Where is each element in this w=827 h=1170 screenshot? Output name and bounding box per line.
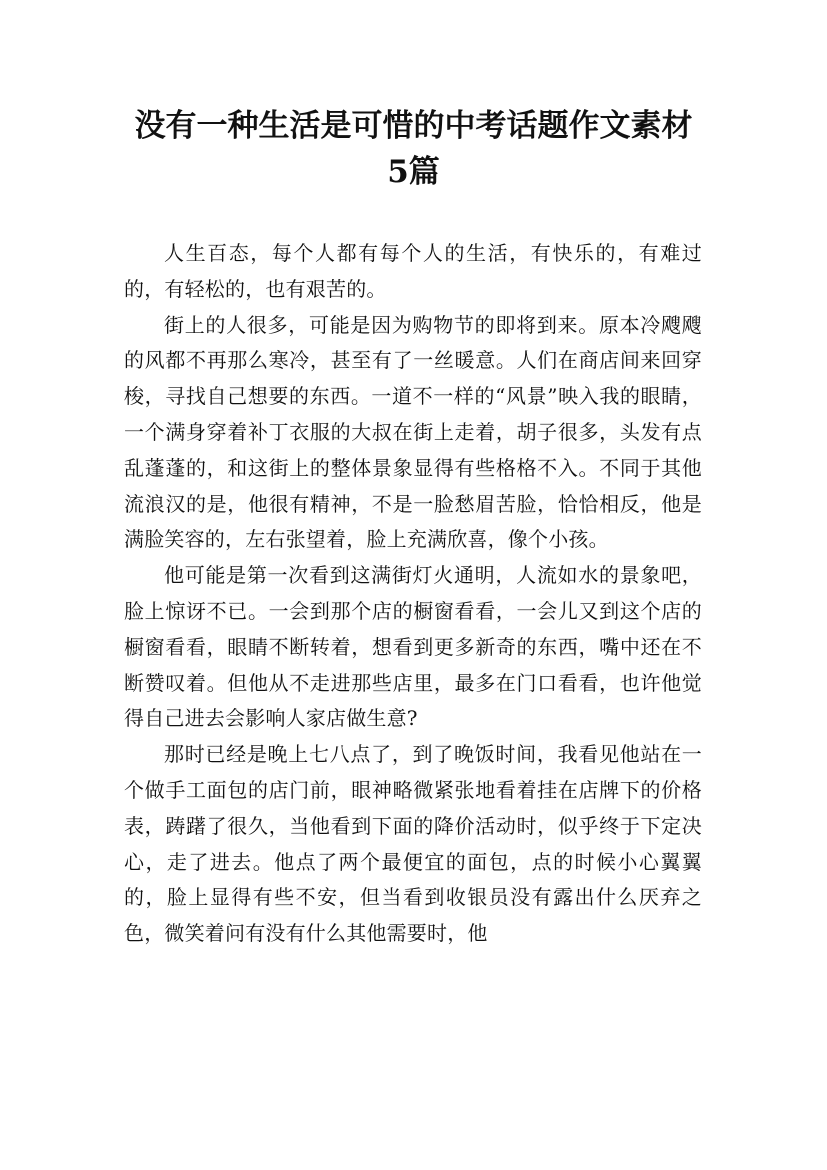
paragraph-4: 那时已经是晚上七八点了，到了晚饭时间，我看见他站在一个做手工面包的店门前，眼神略微紧张地看着挂在店牌下的价格表，踌躇了很久，当他看到下面的降价活动时，似乎终于下定决心，走了进去。他点了两个最便宜的面包，点的时候小心翼翼的，脸上显得有些不安，但当看到收银员没有露出什么厌弃之色，微笑着问有没有什么其他需要时，他 (124, 742, 702, 946)
paragraph-2: 街上的人很多，可能是因为购物节的即将到来。原本冷飕飕的风都不再那么寒冷，甚至有了一丝暖意。人们在商店间来回穿梭，寻找自己想要的东西。一道不一样的“风景”映入我的眼睛，一个满身穿着补丁衣服的大叔在街上走着，胡子很多，头发有点乱蓬蓬的，和这街上的整体景象显得有些格格不入。不同于其他流浪汉的是，他很有精神，不是一脸愁眉苦脸，恰恰相反，他是满脸笑容的，左右张望着，脸上充满欣喜，像个小孩。 (124, 312, 702, 552)
document-body (124, 236, 702, 952)
title-line-1: 没有一种生活是可惜的中考话题作文素材 (134, 108, 693, 144)
document-title (100, 103, 727, 195)
title-line-2: 5篇 (387, 154, 440, 190)
paragraph-1: 人生百态，每个人都有每个人的生活，有快乐的，有难过的，有轻松的，也有艰苦的。 (124, 241, 702, 301)
paragraph-3: 他可能是第一次看到这满街灯火通明，人流如水的景象吧，脸上惊讶不已。一会到那个店的橱窗看看，一会儿又到这个店的橱窗看看，眼睛不断转着，想看到更多新奇的东西，嘴中还在不断赞叹着。但他从不走进那些店里，最多在门口看看，也许他觉得自己进去会影响人家店做生意? (124, 563, 702, 731)
